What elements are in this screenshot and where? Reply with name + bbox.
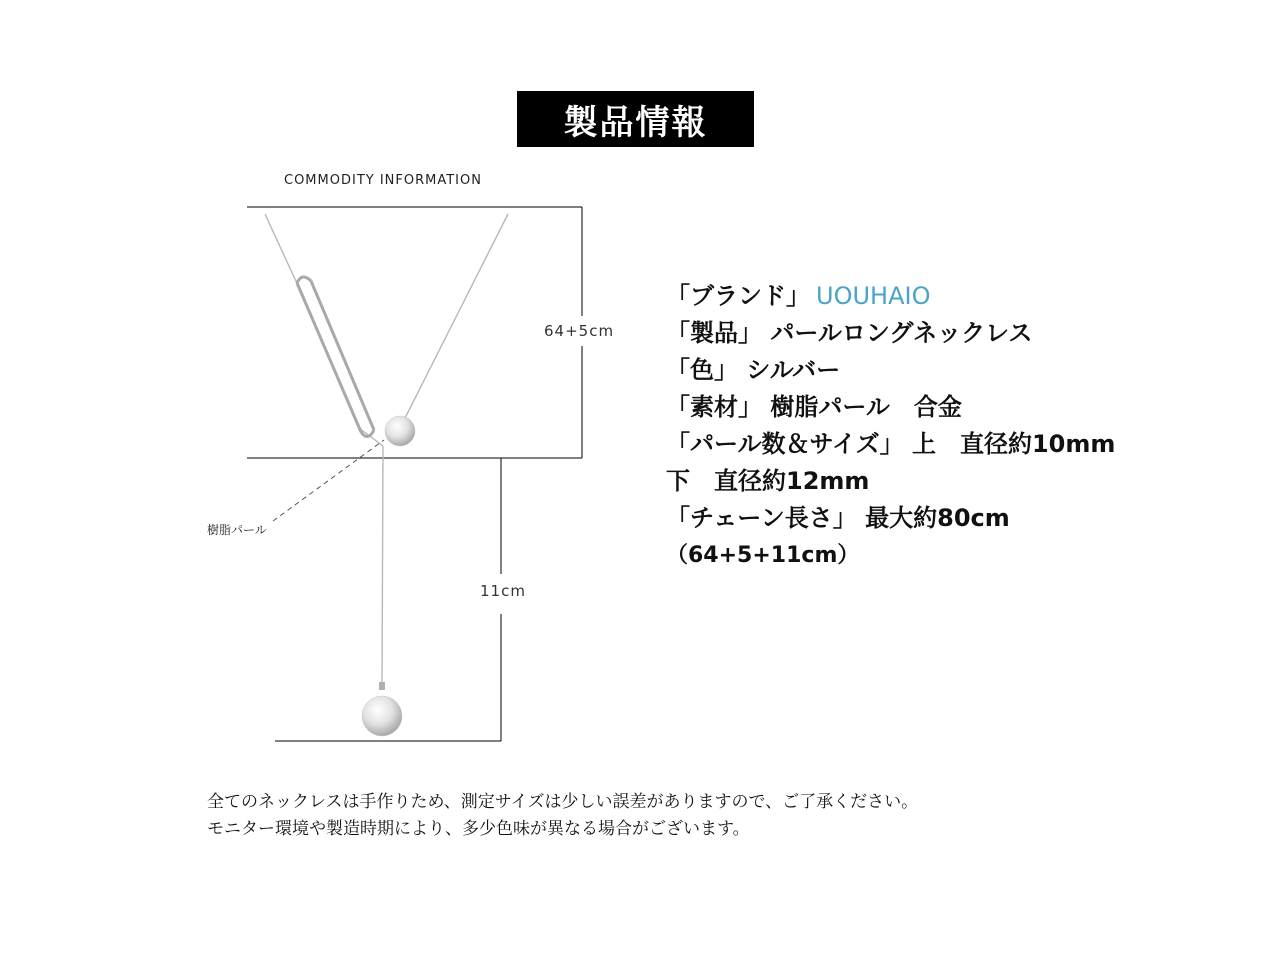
- spec-chain-length: 「チェーン長さ」 最大約80cm: [666, 504, 1010, 532]
- brand-value: UOUHAIO: [816, 282, 931, 310]
- pearl-cap: [379, 682, 385, 690]
- spec-pearl-size-lower: 下 直径約12mm: [666, 467, 870, 495]
- spec-color: 「色」 シルバー: [666, 356, 841, 384]
- spec-list: [666, 278, 1115, 574]
- upper-dimension-label: 64+5cm: [544, 322, 615, 340]
- brand-label: 「ブランド」: [666, 282, 810, 310]
- pearl-label: 樹脂パール: [207, 523, 267, 537]
- spec-product: 「製品」 パールロングネックレス: [666, 319, 1033, 347]
- notes: [207, 789, 918, 843]
- pearl-pointer-line: [273, 440, 384, 521]
- elongated-link: [297, 277, 374, 437]
- note-line-2: モニター環境や製造時期により、多少色味が異なる場合がございます。: [207, 819, 750, 839]
- note-line-1: 全てのネックレスは手作りため、測定サイズは少しい誤差がありますので、ご了承ください。: [207, 792, 919, 812]
- spec-pearl-size-upper: 「パール数＆サイズ」 上 直径約10mm: [666, 430, 1116, 458]
- necklace-chain: [265, 214, 508, 690]
- spec-material: 「素材」 樹脂パール 合金: [666, 393, 962, 421]
- upper-pearl-icon: [385, 416, 415, 446]
- page-title: 製品情報: [563, 102, 708, 143]
- page-subtitle: COMMODITY INFORMATION: [284, 173, 482, 188]
- lower-dimension-label: 11cm: [480, 582, 526, 600]
- spec-brand: [666, 278, 1115, 315]
- lower-pearl-icon: [362, 696, 402, 736]
- spec-chain-breakdown: （64+5+11cm）: [666, 543, 860, 568]
